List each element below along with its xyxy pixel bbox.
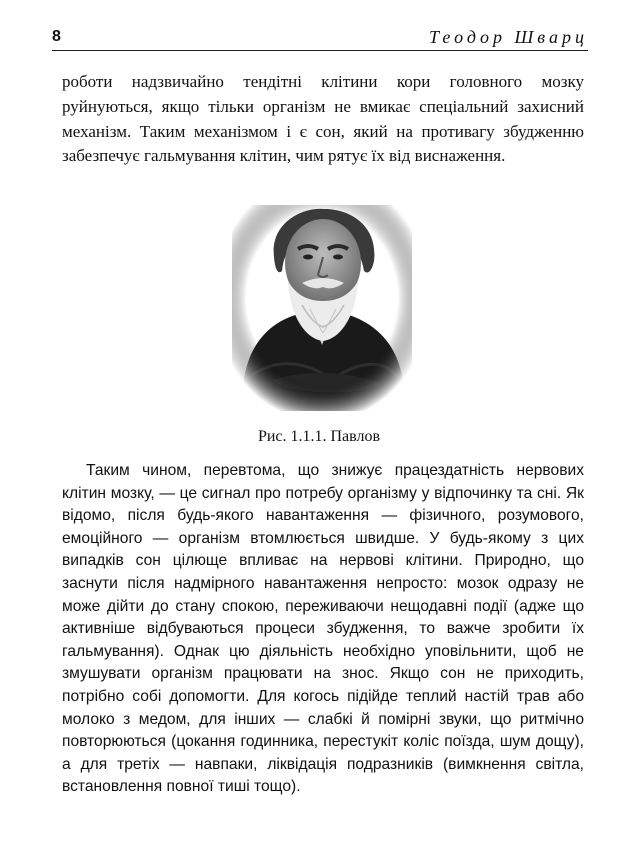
running-head-author: Теодор Шварц bbox=[429, 27, 588, 47]
figure-caption: Рис. 1.1.1. Павлов bbox=[257, 428, 381, 445]
portrait-photo bbox=[232, 205, 412, 411]
page-header bbox=[52, 26, 588, 48]
intro-paragraph: роботи надзвичайно тендітні клітини кори головного мозку руйнуються, якщо тільки організм не вмикає спеціальний захисний механізм. Таким механізмом і є сон, який на противагу збудженню забезпечує гальмування клітин, чим рятує їх від виснаження. bbox=[62, 72, 584, 166]
header-rule bbox=[52, 50, 588, 51]
main-paragraph: Таким чином, перевтома, що знижує працездатність нервових клітин мозку, — це сигнал про потребу організму у відпочинку та сні. Як відомо, після будь-якого навантаження — фізичного, розумового, емоційного — організм втомлюється швидше. У будь-якому з цих випадків сон цілюще впливає на нервові клітини. Природно, що заснути після надмірного навантаження непросто: мозок одразу не може дійти до стану спокою, переживаючи нещодавні події (адже що активніше відбуваються процеси збудження, то важче зробити їх гальмування). Однак цю діяльність необхідно уповільнити, щоб не змушувати організм працювати на знос. Якщо сон не приходить, потрібно собі допомогти. Для когось підійде теплий настій трав або молоко з медом, для інших — слабкі й помірні звуки, що ритмічно повторюються (цокання годинника, перестукіт коліс поїзда, шум дощу), а для третіх — навпаки, ліквідація подразників (вимкнення світла, встановлення повної тиші тощо). bbox=[62, 462, 584, 796]
page-number: 8 bbox=[52, 28, 61, 45]
